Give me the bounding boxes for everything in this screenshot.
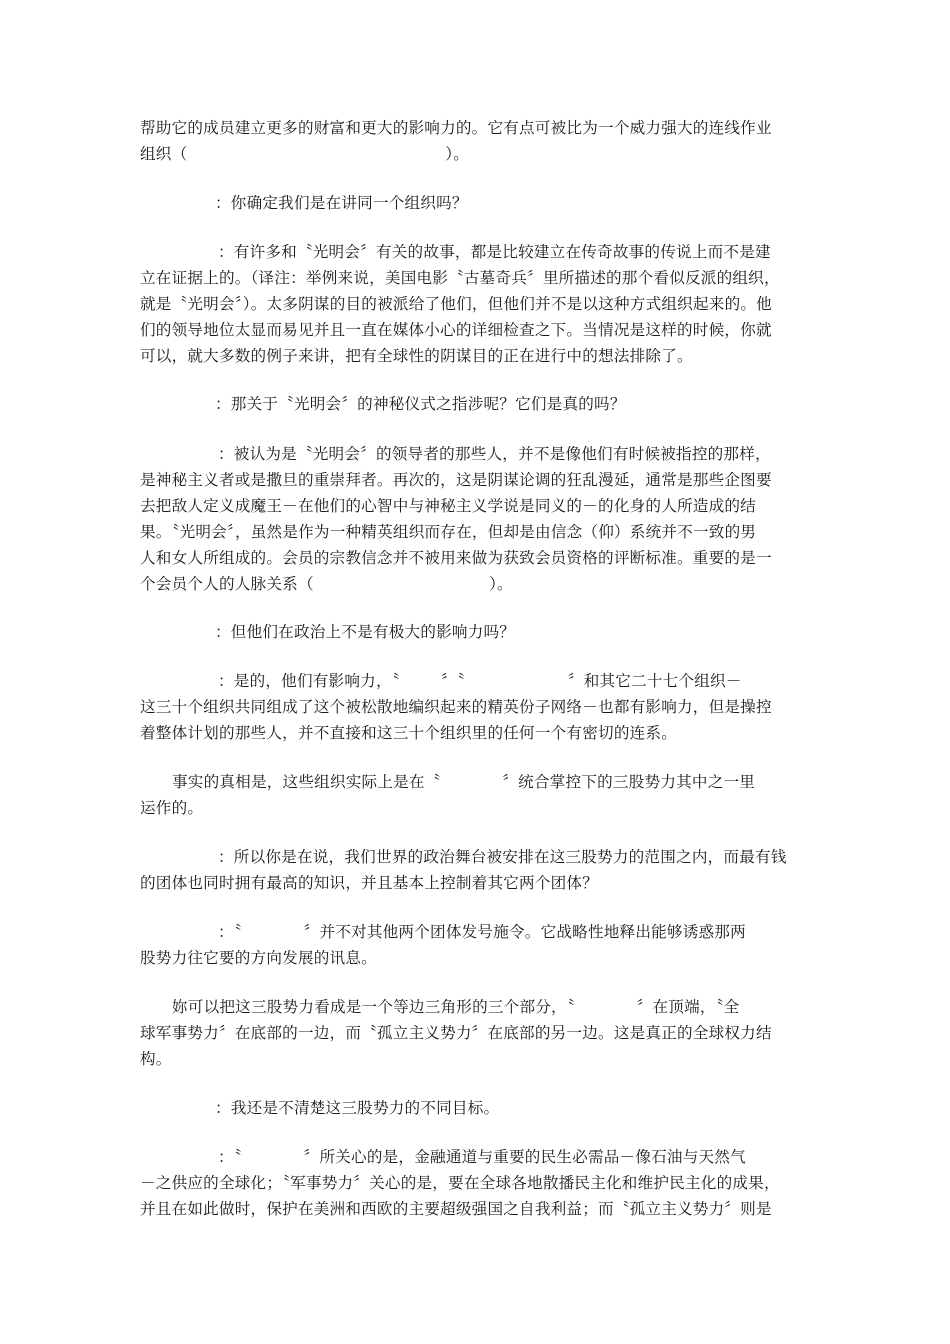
text-line: 运作的。: [140, 799, 204, 817]
text-line: 可以，就大多数的例子来讲，把有全球性的阴谋目的正在进行中的想法排除了。: [140, 347, 693, 365]
question-line: ：你确定我们是在讲同一个组织吗？: [215, 194, 468, 212]
text-line: 是神秘主义者或是撒旦的重崇拜者。再次的，这是阴谋论调的狂乱漫延，通常是那些企图要: [140, 471, 772, 489]
question-line: ：所以你是在说，我们世界的政治舞台被安排在这三股势力的范围之内，而最有钱: [218, 848, 787, 866]
text-line: 的团体也同时拥有最高的知识，并且基本上控制着其它两个团体？: [140, 874, 599, 892]
answer-line: ：是的，他们有影响力，〝 〞〝 〞和其它二十七个组织－: [218, 672, 742, 690]
text-line: 立在证据上的。（译注：举例来说，美国电影〝古墓奇兵〞里所描述的那个看似反派的组织，: [140, 269, 780, 287]
question-line: ：那关于〝光明会〞的神秘仪式之指涉呢？它们是真的吗？: [215, 395, 626, 413]
text-line: 事实的真相是，这些组织实际上是在〝 〞统合掌控下的三股势力其中之一里: [172, 773, 756, 791]
text-line: 人和女人所组成的。会员的宗教信念并不被用来做为获致会员资格的评断标准。重要的是一: [140, 549, 772, 567]
text-line: 个会员个人的人脉关系（ ）。: [140, 575, 513, 593]
text-line: 并且在如此做时，保护在美洲和西欧的主要超级强国之自我利益；而〝孤立主义势力〞则是: [140, 1200, 772, 1218]
text-line: 帮助它的成员建立更多的财富和更大的影响力的。它有点可被比为一个威力强大的连线作业: [140, 119, 772, 137]
answer-line: ：被认为是〝光明会〞的领导者的那些人，并不是像他们有时候被指控的那样，: [218, 445, 771, 463]
text-line: 球军事势力〞在底部的一边，而〝孤立主义势力〞在底部的另一边。这是真正的全球权力结: [140, 1024, 772, 1042]
text-line: 去把敌人定义成魔王－在他们的心智中与神秘主义学说是同义的－的化身的人所造成的结: [140, 497, 756, 515]
text-line: 这三十个组织共同组成了这个被松散地编织起来的精英份子网络－也都有影响力，但是操控: [140, 698, 772, 716]
answer-line: ：〝 〞并不对其他两个团体发号施令。它战略性地释出能够诱惑那两: [218, 923, 746, 941]
text-line: －之供应的全球化；〝军事势力〞关心的是，要在全球各地散播民主化和维护民主化的成果，: [140, 1174, 780, 1192]
text-line: 们的领导地位太显而易见并且一直在媒体小心的详细检查之下。当情况是这样的时候，你就: [140, 321, 772, 339]
answer-line: ：有许多和〝光明会〞有关的故事，都是比较建立在传奇故事的传说上而不是建: [218, 243, 771, 261]
text-line: 妳可以把这三股势力看成是一个等边三角形的三个部分，〝 〞在顶端，〝全: [172, 998, 740, 1016]
text-line: 组织（ ）。: [140, 145, 470, 163]
text-line: 果。〝光明会〞，虽然是作为一种精英组织而存在，但却是由信念（仰）系统并不一致的男: [140, 523, 757, 541]
text-line: 就是〝光明会〞）。太多阴谋的目的被派给了他们，但他们并不是以这种方式组织起来的。他: [140, 295, 772, 313]
text-line: 构。: [140, 1050, 172, 1068]
answer-line: ：〝 〞所关心的是，金融通道与重要的民生必需品－像石油与天然气: [218, 1148, 746, 1166]
text-line: 着整体计划的那些人，并不直接和这三十个组织里的任何一个有密切的连系。: [140, 724, 677, 742]
question-line: ：我还是不清楚这三股势力的不同目标。: [215, 1099, 500, 1117]
question-line: ：但他们在政治上不是有极大的影响力吗？: [215, 623, 516, 641]
text-line: 股势力往它要的方向发展的讯息。: [140, 949, 377, 967]
